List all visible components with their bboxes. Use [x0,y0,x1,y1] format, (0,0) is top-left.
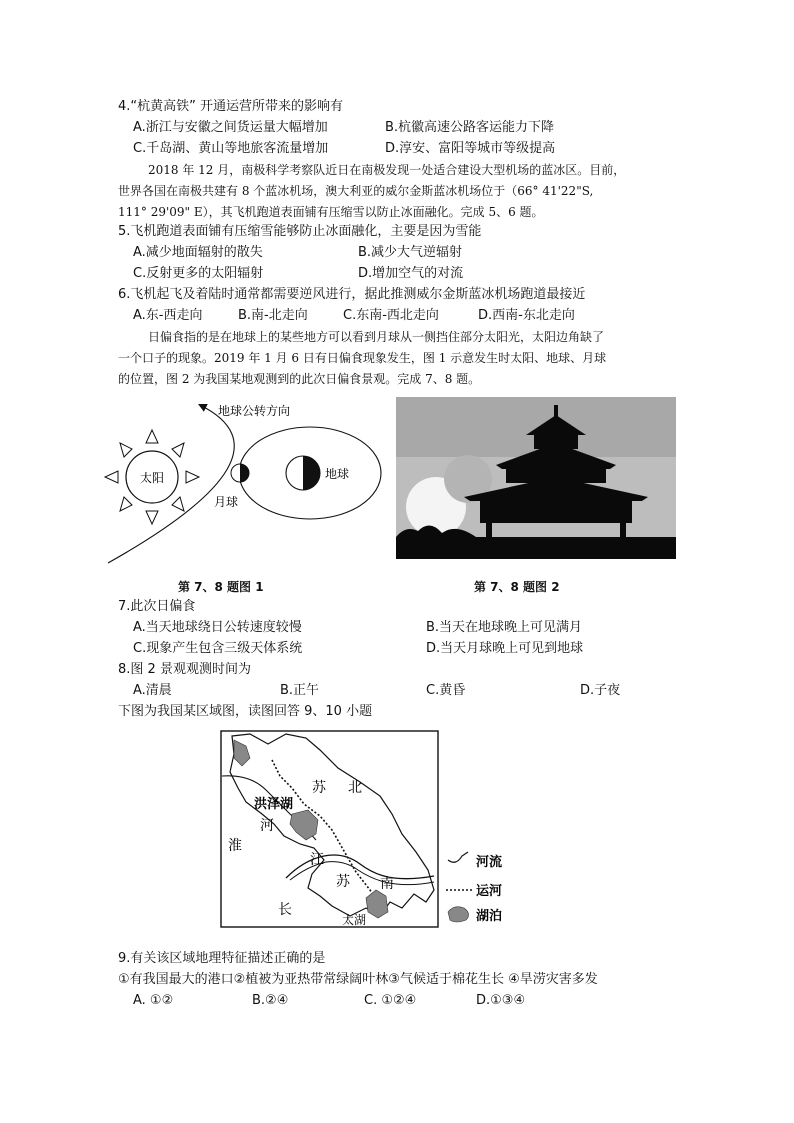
q5-option-c: C.反射更多的太阳辐射 [133,266,264,281]
earth-icon [286,456,320,490]
earth-label: 地球 [325,467,350,481]
map-label-su1: 苏 [312,780,326,796]
map-label-hongze: 洪泽湖 [254,797,294,812]
map-label-huai: 淮 [228,838,242,854]
legend-river-icon [448,852,468,862]
q8-stem: 8.图 2 景观观测时间为 [118,662,251,677]
q9-intro: 下图为我国某区域图，读图回答 9、10 小题 [118,704,373,719]
q9-stem: 9.有关该区域地理特征描述正确的是 [118,951,326,966]
map-label-nan: 南 [380,876,394,892]
q7-stem: 7.此次日偏食 [118,599,196,614]
q5-option-d: D.增加空气的对流 [358,266,464,281]
region-map [220,730,520,930]
q9-option-d: D.①③④ [476,993,526,1008]
map-label-he: 河 [260,818,274,834]
map-label-chang: 长 [278,902,292,918]
passage2-line2: 一个口子的现象。2019 年 1 月 6 日有日偏食现象发生，图 1 示意发生时太阳、地球、月球 [118,351,607,365]
legend-canal-label: 运河 [476,884,503,899]
q4-stem: 4.“杭黄高铁” 开通运营所带来的影响有 [118,99,344,114]
orbit-direction-label: 地球公转方向 [218,404,291,418]
q6-option-c: C.东南-西北走向 [343,308,439,323]
q4-option-c: C.千岛湖、黄山等地旅客流量增加 [133,141,329,156]
map-label-su2: 苏 [336,874,350,890]
moon-icon [231,464,249,482]
q4-option-a: A.浙江与安徽之间货运量大幅增加 [133,120,328,135]
sun-label: 太阳 [140,471,165,485]
moon-label: 月球 [214,495,239,509]
q9-option-c: C. ①②④ [364,993,417,1008]
q5-option-a: A.减少地面辐射的散失 [133,245,263,260]
q9-option-b: B.②④ [252,993,289,1008]
q9-option-a: A. ①② [133,993,174,1008]
q4-option-d: D.淳安、富阳等城市等级提高 [385,141,556,156]
legend-lake-icon [448,907,469,922]
figure2-photo [396,397,676,559]
q6-option-a: A.东-西走向 [133,308,203,323]
q8-option-c: C.黄昏 [426,683,466,698]
q6-stem: 6.飞机起飞及着陆时通常都需要逆风进行，据此推测威尔金斯蓝冰机场跑道最接近 [118,287,586,302]
passage1-line3: 111° 29'09" E），其飞机跑道表面铺有压缩雪以防止冰面融化。完成 5、6 题。 [118,205,544,219]
passage2-line1: 日偏食指的是在地球上的某些地方可以看到月球从一侧挡住部分太阳光，太阳边角缺了 [148,330,605,344]
q8-option-a: A.清晨 [133,683,172,698]
figure1-caption: 第 7、8 题图 1 [178,580,264,594]
figure1-diagram [100,395,390,570]
q7-option-c: C.现象产生包含三级天体系统 [133,641,303,656]
q8-option-d: D.子夜 [580,683,621,698]
passage1-line2: 世界各国在南极共建有 8 个蓝冰机场，澳大利亚的威尔金斯蓝冰机场位于（66° 41'22"S, [118,184,594,198]
q7-option-a: A.当天地球绕日公转速度较慢 [133,620,302,635]
q6-option-d: D.西南-东北走向 [478,308,575,323]
passage1-line1: 2018 年 12 月，南极科学考察队近日在南极发现一处适合建设大型机场的蓝冰区。目前， [148,163,626,177]
passage2-line3: 的位置，图 2 为我国某地观测到的此次日偏食景观。完成 7、8 题。 [118,372,481,386]
figure2-caption: 第 7、8 题图 2 [474,580,560,594]
legend-river-label: 河流 [476,855,503,870]
map-legend [446,852,502,924]
q8-option-b: B.正午 [280,683,320,698]
map-label-bei: 北 [348,780,362,796]
map-label-taihu: 太湖 [342,913,367,927]
q5-stem: 5.飞机跑道表面铺有压缩雪能够防止冰面融化，主要是因为雪能 [118,224,482,239]
map-label-jiang: 江 [310,852,324,868]
q7-option-d: D.当天月球晚上可见到地球 [426,641,584,656]
legend-lake-label: 湖泊 [476,909,503,924]
q5-option-b: B.减少大气逆辐射 [358,245,463,260]
q4-option-b: B.杭徽高速公路客运能力下降 [385,120,555,135]
q6-option-b: B.南-北走向 [238,308,308,323]
q9-items: ①有我国最大的港口②植被为亚热带常绿阔叶林③气候适于棉花生长 ④旱涝灾害多发 [118,972,598,987]
q7-option-b: B.当天在地球晚上可见满月 [426,620,583,635]
